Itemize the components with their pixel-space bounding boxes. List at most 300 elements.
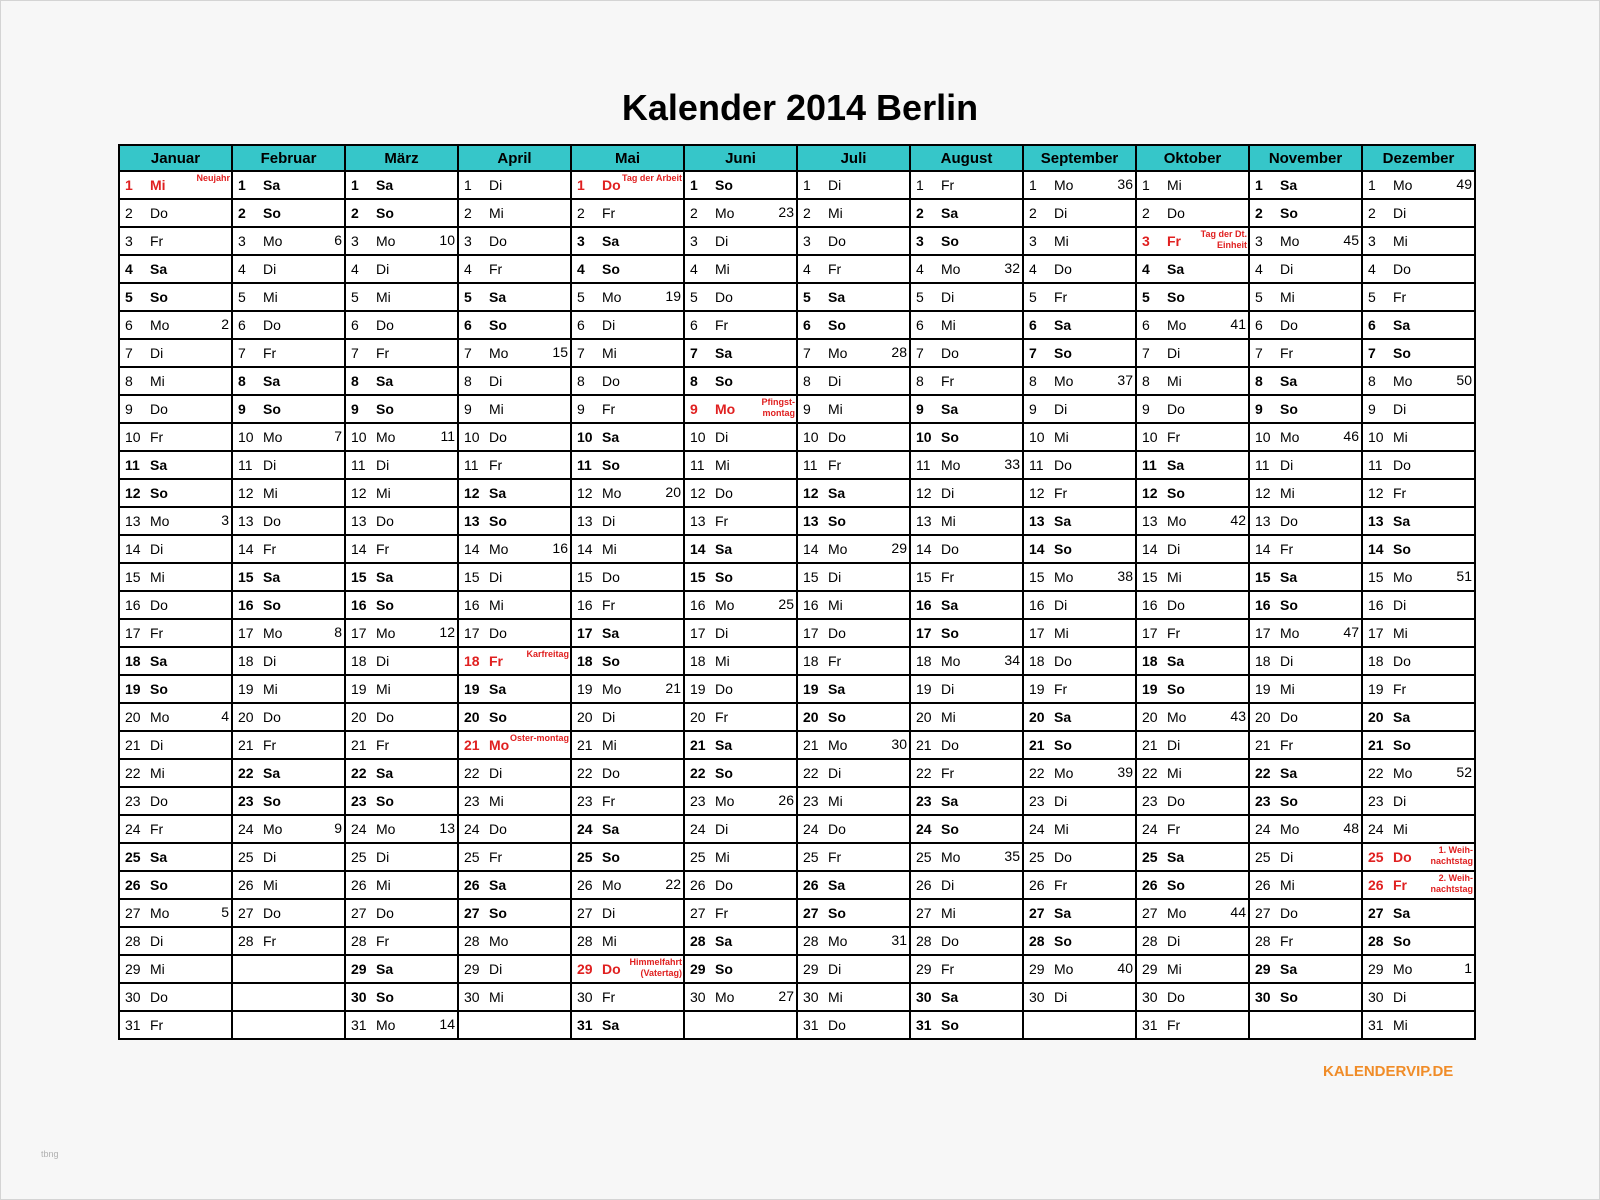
weekday-label: So	[1280, 597, 1298, 613]
weekday-label: Mi	[715, 653, 730, 669]
week-number: 22	[665, 876, 681, 892]
weekday-label: Fr	[263, 933, 277, 949]
day-cell	[797, 731, 910, 759]
weekday-label: Mo	[1280, 429, 1300, 445]
day-row	[119, 339, 1475, 367]
day-number: 26	[916, 877, 932, 893]
weekday-label: Do	[941, 737, 959, 753]
day-cell	[797, 395, 910, 423]
day-row	[119, 647, 1475, 675]
day-cell	[1023, 171, 1136, 199]
holiday-label: Tag der Dt. Einheit	[1200, 229, 1247, 250]
day-cell	[458, 675, 571, 703]
day-number: 2	[1029, 205, 1037, 221]
day-number: 18	[351, 653, 367, 669]
day-number: 7	[125, 345, 133, 361]
weekday-label: Mo	[263, 821, 283, 837]
day-cell	[1249, 563, 1362, 591]
brand-logo-text[interactable]: KALENDERVIP.DE	[1323, 1063, 1454, 1080]
day-cell	[1362, 311, 1475, 339]
weekday-label: Di	[1280, 457, 1294, 473]
day-row	[119, 507, 1475, 535]
weekday-label: So	[1054, 541, 1072, 557]
day-number: 25	[1255, 849, 1271, 865]
day-row	[119, 367, 1475, 395]
day-number: 12	[1368, 485, 1384, 501]
weekday-label: So	[828, 513, 846, 529]
weekday-label: Fr	[941, 177, 955, 193]
weekday-label: Di	[602, 513, 616, 529]
day-number: 5	[577, 289, 585, 305]
weekday-label: So	[489, 905, 507, 921]
day-number: 3	[238, 233, 246, 249]
day-cell	[797, 787, 910, 815]
weekday-label: Fr	[1280, 541, 1294, 557]
weekday-label: Di	[263, 261, 277, 277]
day-number: 16	[125, 597, 141, 613]
day-cell	[1249, 507, 1362, 535]
day-cell	[684, 563, 797, 591]
day-number: 4	[1142, 261, 1150, 277]
weekday-label: Di	[1054, 989, 1068, 1005]
day-number: 14	[125, 541, 141, 557]
weekday-label: Di	[1167, 737, 1181, 753]
day-cell	[1136, 199, 1249, 227]
day-cell	[458, 703, 571, 731]
day-number: 13	[125, 513, 141, 529]
day-number: 3	[1029, 233, 1037, 249]
day-number: 13	[1368, 513, 1384, 529]
weekday-label: Mo	[941, 261, 961, 277]
week-number: 32	[1004, 260, 1020, 276]
day-number: 29	[351, 961, 367, 977]
day-number: 3	[1368, 233, 1376, 249]
week-number: 19	[665, 288, 681, 304]
weekday-label: Do	[715, 289, 733, 305]
weekday-label: Mi	[1054, 821, 1069, 837]
weekday-label: Di	[602, 317, 616, 333]
weekday-label: Mi	[489, 205, 504, 221]
weekday-label: So	[1167, 289, 1185, 305]
day-number: 6	[1142, 317, 1150, 333]
weekday-label: So	[1167, 877, 1185, 893]
weekday-label: Sa	[1054, 513, 1072, 529]
day-number: 6	[916, 317, 924, 333]
day-number: 27	[351, 905, 367, 921]
day-number: 12	[1255, 485, 1271, 501]
day-cell	[1136, 591, 1249, 619]
weekday-label: Do	[263, 513, 281, 529]
day-number: 1	[1368, 177, 1376, 193]
day-cell	[1023, 955, 1136, 983]
day-cell	[232, 843, 345, 871]
weekday-label: Sa	[941, 793, 959, 809]
day-cell	[1249, 787, 1362, 815]
day-cell	[232, 479, 345, 507]
weekday-label: Fr	[150, 233, 164, 249]
day-cell	[119, 227, 232, 255]
day-number: 15	[577, 569, 593, 585]
day-cell	[910, 507, 1023, 535]
day-cell	[1249, 535, 1362, 563]
day-cell	[1023, 563, 1136, 591]
day-cell	[119, 563, 232, 591]
day-number: 31	[803, 1017, 819, 1033]
day-number: 22	[916, 765, 932, 781]
week-number: 20	[665, 484, 681, 500]
day-number: 1	[464, 177, 472, 193]
weekday-label: Fr	[376, 541, 390, 557]
weekday-label: Do	[376, 513, 394, 529]
day-number: 16	[690, 597, 706, 613]
weekday-label: Fr	[1280, 345, 1294, 361]
day-number: 3	[351, 233, 359, 249]
weekday-label: So	[1054, 933, 1072, 949]
day-number: 12	[238, 485, 254, 501]
day-cell	[1249, 703, 1362, 731]
day-cell	[345, 619, 458, 647]
weekday-label: Sa	[263, 569, 281, 585]
day-cell	[1362, 759, 1475, 787]
day-cell	[1362, 255, 1475, 283]
day-cell	[797, 283, 910, 311]
day-number: 10	[464, 429, 480, 445]
day-cell	[458, 787, 571, 815]
day-cell	[1249, 675, 1362, 703]
day-cell	[458, 171, 571, 199]
empty-cell	[1249, 1011, 1362, 1039]
day-cell	[1136, 563, 1249, 591]
empty-cell	[1023, 1011, 1136, 1039]
day-row	[119, 479, 1475, 507]
weekday-label: Mo	[1280, 625, 1300, 641]
weekday-label: Mo	[263, 233, 283, 249]
weekday-label: Sa	[376, 765, 394, 781]
day-number: 3	[577, 233, 585, 249]
day-cell	[1136, 535, 1249, 563]
day-cell	[1023, 255, 1136, 283]
day-cell	[910, 675, 1023, 703]
weekday-label: Mo	[376, 625, 396, 641]
day-number: 10	[803, 429, 819, 445]
day-cell	[232, 367, 345, 395]
month-header: Februar	[232, 145, 345, 171]
month-header: September	[1023, 145, 1136, 171]
day-row	[119, 591, 1475, 619]
day-number: 3	[916, 233, 924, 249]
weekday-label: Sa	[715, 541, 733, 557]
day-cell	[1362, 815, 1475, 843]
day-cell	[797, 955, 910, 983]
day-number: 17	[1029, 625, 1045, 641]
day-number: 27	[125, 905, 141, 921]
day-number: 18	[690, 653, 706, 669]
day-number: 17	[351, 625, 367, 641]
day-number: 9	[577, 401, 585, 417]
day-cell	[571, 367, 684, 395]
weekday-label: Sa	[1393, 709, 1411, 725]
day-cell	[797, 899, 910, 927]
weekday-label: Sa	[602, 821, 620, 837]
weekday-label: Fr	[828, 457, 842, 473]
day-cell	[684, 815, 797, 843]
weekday-label: Do	[1054, 457, 1072, 473]
day-number: 10	[1029, 429, 1045, 445]
weekday-label: Fr	[489, 653, 503, 669]
day-number: 1	[803, 177, 811, 193]
day-cell	[119, 703, 232, 731]
weekday-label: Mo	[715, 793, 735, 809]
day-number: 15	[238, 569, 254, 585]
day-number: 12	[125, 485, 141, 501]
day-cell	[910, 955, 1023, 983]
day-cell	[797, 843, 910, 871]
weekday-label: Mi	[1167, 961, 1182, 977]
weekday-label: Mo	[602, 485, 622, 501]
day-cell	[232, 787, 345, 815]
weekday-label: Mi	[1054, 625, 1069, 641]
day-cell	[232, 535, 345, 563]
day-number: 21	[916, 737, 932, 753]
weekday-label: Di	[1167, 933, 1181, 949]
day-row	[119, 563, 1475, 591]
day-cell	[1362, 171, 1475, 199]
day-row	[119, 843, 1475, 871]
weekday-label: Mi	[489, 989, 504, 1005]
day-cell	[910, 227, 1023, 255]
day-number: 22	[1029, 765, 1045, 781]
month-header: Mai	[571, 145, 684, 171]
weekday-label: Do	[1167, 989, 1185, 1005]
weekday-label: Di	[489, 373, 503, 389]
day-number: 4	[351, 261, 359, 277]
weekday-label: Do	[150, 989, 168, 1005]
day-cell	[1023, 311, 1136, 339]
page-title: Kalender 2014 Berlin	[621, 87, 979, 128]
day-cell	[1249, 255, 1362, 283]
day-number: 7	[1255, 345, 1263, 361]
day-number: 23	[803, 793, 819, 809]
day-cell	[232, 759, 345, 787]
weekday-label: Do	[828, 1017, 846, 1033]
weekday-label: So	[941, 1017, 959, 1033]
day-cell	[910, 535, 1023, 563]
day-number: 25	[1029, 849, 1045, 865]
day-number: 10	[238, 429, 254, 445]
weekday-label: Do	[1054, 261, 1072, 277]
weekday-label: Mi	[1167, 373, 1182, 389]
weekday-label: Di	[1280, 261, 1294, 277]
weekday-label: So	[602, 261, 620, 277]
day-cell	[345, 955, 458, 983]
day-cell	[1362, 507, 1475, 535]
weekday-label: Sa	[1280, 961, 1298, 977]
day-number: 27	[916, 905, 932, 921]
week-number: 1	[1464, 960, 1472, 976]
day-number: 29	[1029, 961, 1045, 977]
day-number: 16	[1255, 597, 1271, 613]
weekday-label: Fr	[602, 401, 616, 417]
weekday-label: Mo	[715, 401, 736, 417]
weekday-label: So	[489, 317, 507, 333]
day-cell	[1249, 871, 1362, 899]
weekday-label: Mi	[715, 261, 730, 277]
day-number: 21	[351, 737, 367, 753]
day-number: 27	[464, 905, 480, 921]
weekday-label: Fr	[602, 205, 616, 221]
day-number: 24	[690, 821, 706, 837]
day-number: 10	[577, 429, 593, 445]
day-number: 13	[238, 513, 254, 529]
day-number: 5	[125, 289, 133, 305]
week-number: 35	[1004, 848, 1020, 864]
day-number: 6	[238, 317, 246, 333]
weekday-label: Mo	[376, 429, 396, 445]
day-cell	[1023, 591, 1136, 619]
day-cell	[684, 759, 797, 787]
day-number: 6	[1029, 317, 1037, 333]
day-number: 21	[125, 737, 141, 753]
month-header: November	[1249, 145, 1362, 171]
weekday-label: Do	[150, 597, 168, 613]
day-number: 6	[690, 317, 698, 333]
day-number: 22	[1142, 765, 1158, 781]
weekday-label: Mi	[828, 205, 843, 221]
day-number: 7	[690, 345, 698, 361]
day-number: 20	[1142, 709, 1158, 725]
day-row	[119, 759, 1475, 787]
day-cell	[684, 255, 797, 283]
weekday-label: Fr	[1054, 289, 1068, 305]
weekday-label: Di	[715, 233, 729, 249]
day-cell	[345, 703, 458, 731]
day-cell	[119, 283, 232, 311]
day-number: 27	[1255, 905, 1271, 921]
weekday-label: Do	[828, 625, 846, 641]
day-number: 25	[1142, 849, 1158, 865]
weekday-label: Fr	[602, 597, 616, 613]
day-number: 25	[238, 849, 254, 865]
day-number: 2	[125, 205, 133, 221]
weekday-label: Fr	[715, 905, 729, 921]
weekday-label: Do	[489, 625, 507, 641]
day-row	[119, 535, 1475, 563]
day-number: 2	[1368, 205, 1376, 221]
weekday-label: Mo	[263, 429, 283, 445]
day-cell	[1249, 899, 1362, 927]
weekday-label: So	[941, 429, 959, 445]
weekday-label: Fr	[1167, 429, 1181, 445]
weekday-label: Mi	[263, 877, 278, 893]
day-number: 26	[1368, 877, 1384, 893]
day-number: 27	[577, 905, 593, 921]
day-cell	[232, 927, 345, 955]
day-cell	[232, 703, 345, 731]
day-number: 23	[464, 793, 480, 809]
day-cell	[684, 479, 797, 507]
weekday-label: Do	[376, 709, 394, 725]
day-cell	[1362, 227, 1475, 255]
weekday-label: Mo	[1167, 709, 1187, 725]
day-number: 15	[1142, 569, 1158, 585]
day-number: 4	[125, 261, 133, 277]
week-number: 4	[221, 708, 229, 724]
day-cell	[910, 619, 1023, 647]
weekday-label: Di	[828, 373, 842, 389]
day-cell	[119, 675, 232, 703]
day-number: 9	[1142, 401, 1150, 417]
weekday-label: Sa	[489, 289, 507, 305]
day-cell	[910, 395, 1023, 423]
day-number: 23	[238, 793, 254, 809]
month-header: Januar	[119, 145, 232, 171]
day-number: 1	[1142, 177, 1150, 193]
day-number: 29	[577, 961, 593, 977]
weekday-label: So	[489, 709, 507, 725]
day-number: 11	[803, 457, 818, 473]
day-cell	[571, 759, 684, 787]
day-number: 28	[690, 933, 706, 949]
day-number: 30	[803, 989, 819, 1005]
weekday-label: Mo	[828, 541, 848, 557]
weekday-label: Do	[1054, 653, 1072, 669]
day-cell	[684, 703, 797, 731]
day-number: 12	[803, 485, 819, 501]
day-cell	[571, 843, 684, 871]
day-number: 2	[803, 205, 811, 221]
day-number: 26	[464, 877, 480, 893]
weekday-label: Sa	[828, 877, 846, 893]
day-number: 1	[577, 177, 585, 193]
day-cell	[684, 423, 797, 451]
day-number: 17	[1368, 625, 1384, 641]
weekday-label: Di	[941, 877, 955, 893]
calendar-table	[118, 144, 1476, 1040]
weekday-label: Mi	[828, 793, 843, 809]
day-cell	[910, 983, 1023, 1011]
weekday-label: Mo	[828, 737, 848, 753]
day-number: 2	[1255, 205, 1263, 221]
day-cell	[571, 787, 684, 815]
day-number: 14	[690, 541, 706, 557]
day-number: 9	[690, 401, 698, 417]
weekday-label: Di	[1054, 205, 1068, 221]
day-cell	[1362, 199, 1475, 227]
day-number: 24	[1142, 821, 1158, 837]
day-cell	[1362, 423, 1475, 451]
day-cell	[1362, 367, 1475, 395]
day-cell	[345, 227, 458, 255]
day-cell	[797, 171, 910, 199]
day-number: 26	[577, 877, 593, 893]
day-number: 5	[803, 289, 811, 305]
month-header: Juni	[684, 145, 797, 171]
day-cell	[571, 815, 684, 843]
day-row	[119, 703, 1475, 731]
day-number: 9	[803, 401, 811, 417]
day-cell	[232, 563, 345, 591]
day-number: 31	[577, 1017, 593, 1033]
week-number: 36	[1117, 176, 1133, 192]
day-number: 19	[690, 681, 706, 697]
day-cell	[458, 899, 571, 927]
week-number: 25	[778, 596, 794, 612]
weekday-label: So	[1054, 737, 1072, 753]
day-number: 1	[1029, 177, 1037, 193]
day-cell	[119, 843, 232, 871]
weekday-label: Sa	[376, 177, 394, 193]
day-number: 15	[916, 569, 932, 585]
